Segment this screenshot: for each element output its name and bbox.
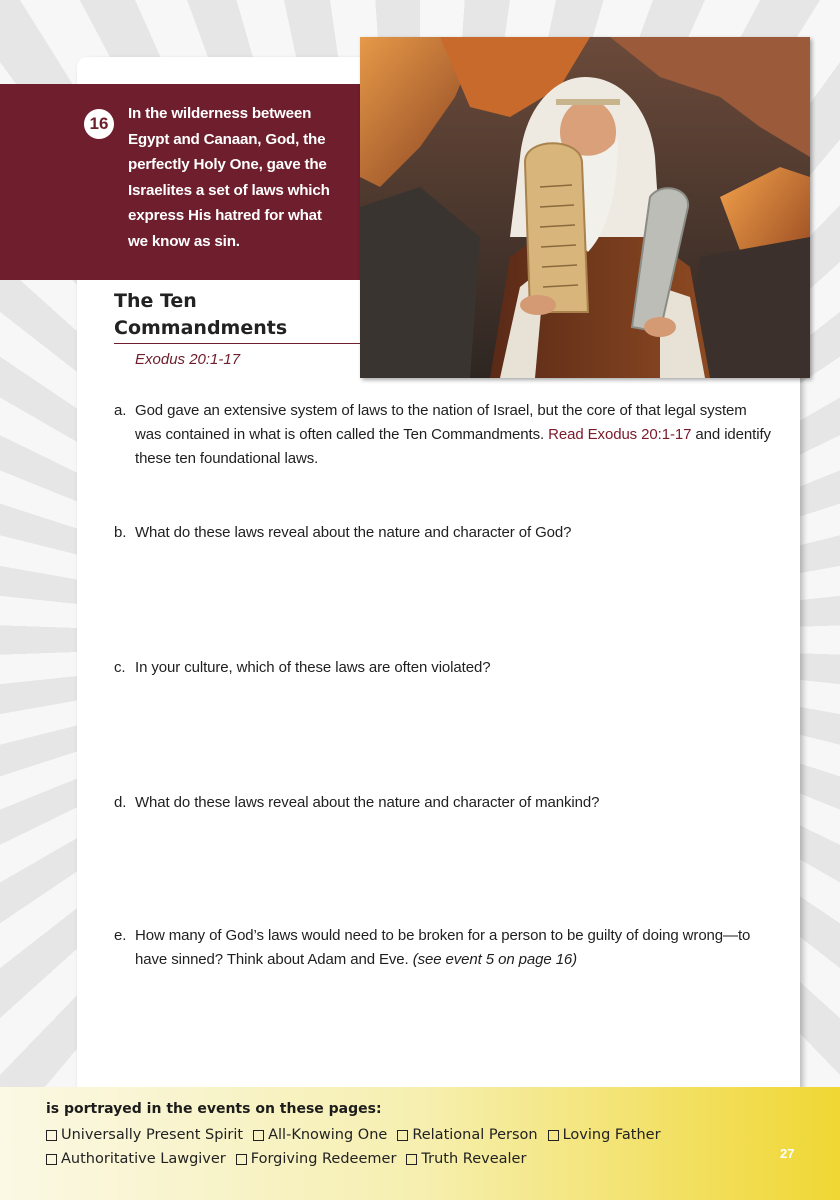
- attribute-label: Authoritative Lawgiver: [61, 1151, 226, 1167]
- attributes-row-1: [46, 1127, 661, 1143]
- event-line: In the wilderness between: [128, 105, 312, 122]
- question-letter: a.: [114, 402, 127, 419]
- section-title-line: Commandments: [114, 317, 288, 339]
- event-summary-text: [128, 101, 350, 254]
- checkbox-icon[interactable]: [397, 1130, 408, 1141]
- question-line: How many of God’s laws would need to be broken for a person to be guilty of doing wrong—to: [135, 927, 751, 944]
- event-number-badge: 16: [84, 109, 114, 139]
- attribute-option[interactable]: [253, 1127, 387, 1143]
- scripture-reference: Exodus 20:1-17: [135, 351, 241, 368]
- attribute-option[interactable]: [46, 1151, 226, 1167]
- question-line: was contained in what is often called the Ten Commandments.: [135, 426, 549, 443]
- question-letter: d.: [114, 794, 127, 811]
- event-line: Egypt and Canaan, God, the: [128, 130, 326, 148]
- question-text: What do these laws reveal about the nature and character of God?: [135, 524, 572, 541]
- section-title-line: The Ten: [114, 290, 197, 312]
- question-e: [114, 924, 784, 972]
- checkbox-icon[interactable]: [253, 1130, 264, 1141]
- attribute-label: Relational Person: [412, 1127, 538, 1143]
- question-b: [114, 521, 784, 545]
- checkbox-icon[interactable]: [46, 1154, 57, 1165]
- checkbox-icon[interactable]: [236, 1154, 247, 1165]
- question-d: [114, 791, 784, 815]
- attribute-option[interactable]: [406, 1151, 526, 1167]
- question-letter: c.: [114, 659, 126, 676]
- question-letter: e.: [114, 927, 127, 944]
- moses-tablets-illustration: [360, 37, 810, 378]
- question-text: [135, 399, 784, 471]
- footer-heading: is portrayed in the events on these pages:: [46, 1101, 382, 1117]
- checkbox-icon[interactable]: [406, 1154, 417, 1165]
- event-line: Israelites a set of laws which: [128, 181, 330, 199]
- question-line: God gave an extensive system of laws to the nation of Israel, but the core of that legal system: [135, 402, 747, 419]
- attribute-option[interactable]: [548, 1127, 661, 1143]
- question-a: [114, 399, 784, 471]
- question-letter: b.: [114, 524, 127, 541]
- attribute-label: Universally Present Spirit: [61, 1127, 244, 1143]
- scripture-link[interactable]: Read Exodus 20:1-17: [548, 426, 692, 443]
- question-line: have sinned? Think about Adam and Eve.: [135, 951, 413, 968]
- section-title: [114, 288, 287, 342]
- question-line: and identify: [691, 426, 771, 443]
- event-line: we know as sin.: [128, 232, 240, 250]
- event-line: express His hatred for what: [128, 207, 322, 224]
- event-line: perfectly Holy One, gave the: [128, 156, 327, 173]
- attribute-option[interactable]: [236, 1151, 397, 1167]
- question-text: What do these laws reveal about the nature and character of mankind?: [135, 794, 600, 811]
- attribute-label: Truth Revealer: [421, 1151, 527, 1167]
- illustration-svg: [360, 37, 810, 378]
- attribute-option[interactable]: [46, 1127, 243, 1143]
- question-c: [114, 656, 784, 680]
- attribute-label: Forgiving Redeemer: [250, 1151, 397, 1167]
- question-line: these ten foundational laws.: [135, 450, 319, 467]
- attribute-label: All-Knowing One: [268, 1127, 388, 1143]
- checkbox-icon[interactable]: [46, 1130, 57, 1141]
- page-number: 27: [780, 1146, 795, 1161]
- question-text: [135, 924, 784, 972]
- attribute-option[interactable]: [397, 1127, 537, 1143]
- question-text: In your culture, which of these laws are often violated?: [135, 659, 491, 676]
- attributes-row-2: [46, 1151, 526, 1167]
- title-divider: [114, 343, 360, 344]
- checkbox-icon[interactable]: [548, 1130, 559, 1141]
- cross-reference-note: (see event 5 on page 16): [412, 951, 578, 968]
- attribute-label: Loving Father: [562, 1127, 661, 1143]
